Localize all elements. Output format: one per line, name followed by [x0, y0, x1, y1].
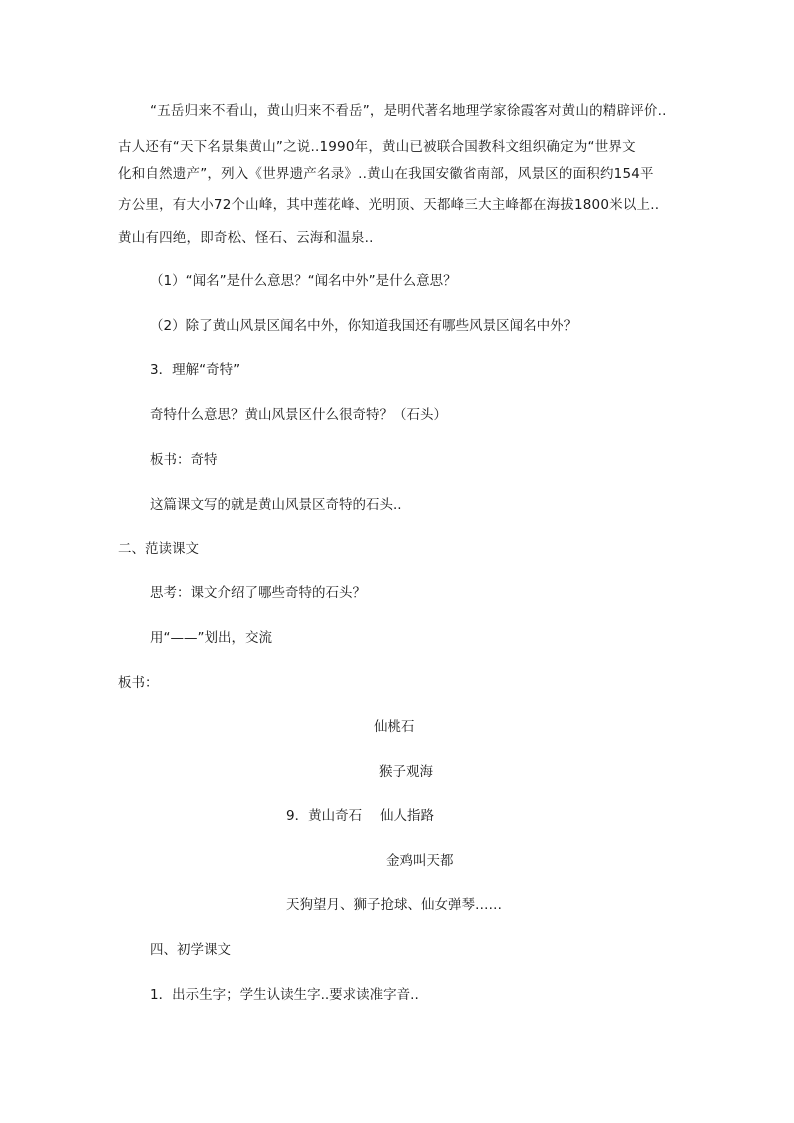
section-two-mark: 用“——”划出，交流 — [150, 630, 272, 646]
section-3-summary: 这篇课文写的就是黄山风景区奇特的石头.. — [150, 497, 402, 513]
board-item-peach: 仙桃石 — [374, 719, 415, 735]
intro-line-3: 化和自然遗产”，列入《世界遗产名录》..黄山在我国安徽省南部，风景区的面积约154平 — [118, 166, 654, 182]
section-two-heading: 二、范读课文 — [118, 541, 199, 557]
intro-line-1: “五岳归来不看山，黄山归来不看岳”，是明代著名地理学家徐霞客对黄山的精辟评价.. — [150, 103, 667, 119]
section-four-item-1: 1．出示生字；学生认读生字..要求读准字音.. — [150, 987, 419, 1003]
section-four-heading: 四、初学课文 — [150, 942, 231, 958]
board-item-others: 天狗望月、狮子抢球、仙女弹琴…… — [286, 897, 502, 913]
board-item-immortal: 仙人指路 — [380, 808, 434, 824]
board-item-monkey: 猴子观海 — [379, 764, 433, 780]
question-2: （2）除了黄山风景区闻名中外，你知道我国还有哪些风景区闻名中外？ — [150, 318, 578, 334]
board-item-rooster: 金鸡叫天都 — [386, 853, 454, 869]
section-two-think: 思考：课文介绍了哪些奇特的石头？ — [150, 585, 366, 601]
question-1: （1）“闻名”是什么意思？“闻名中外”是什么意思？ — [150, 273, 457, 289]
section-3-heading: 3．理解“奇特” — [150, 362, 241, 378]
section-3-board: 板书：奇特 — [150, 452, 218, 468]
section-3-question: 奇特什么意思？黄山风景区什么很奇特？（石头） — [150, 407, 447, 423]
intro-line-2: 古人还有“天下名景集黄山”之说..1990年，黄山已被联合国教科文组织确定为“世界文 — [118, 139, 636, 155]
intro-line-4: 方公里，有大小72个山峰，其中莲花峰、光明顶、天都峰三大主峰都在海拔1800米以上.. — [118, 197, 660, 213]
board-label: 板书： — [118, 675, 159, 691]
intro-line-5: 黄山有四绝，即奇松、怪石、云海和温泉.. — [118, 230, 374, 246]
board-title: 9．黄山奇石 — [286, 808, 363, 824]
